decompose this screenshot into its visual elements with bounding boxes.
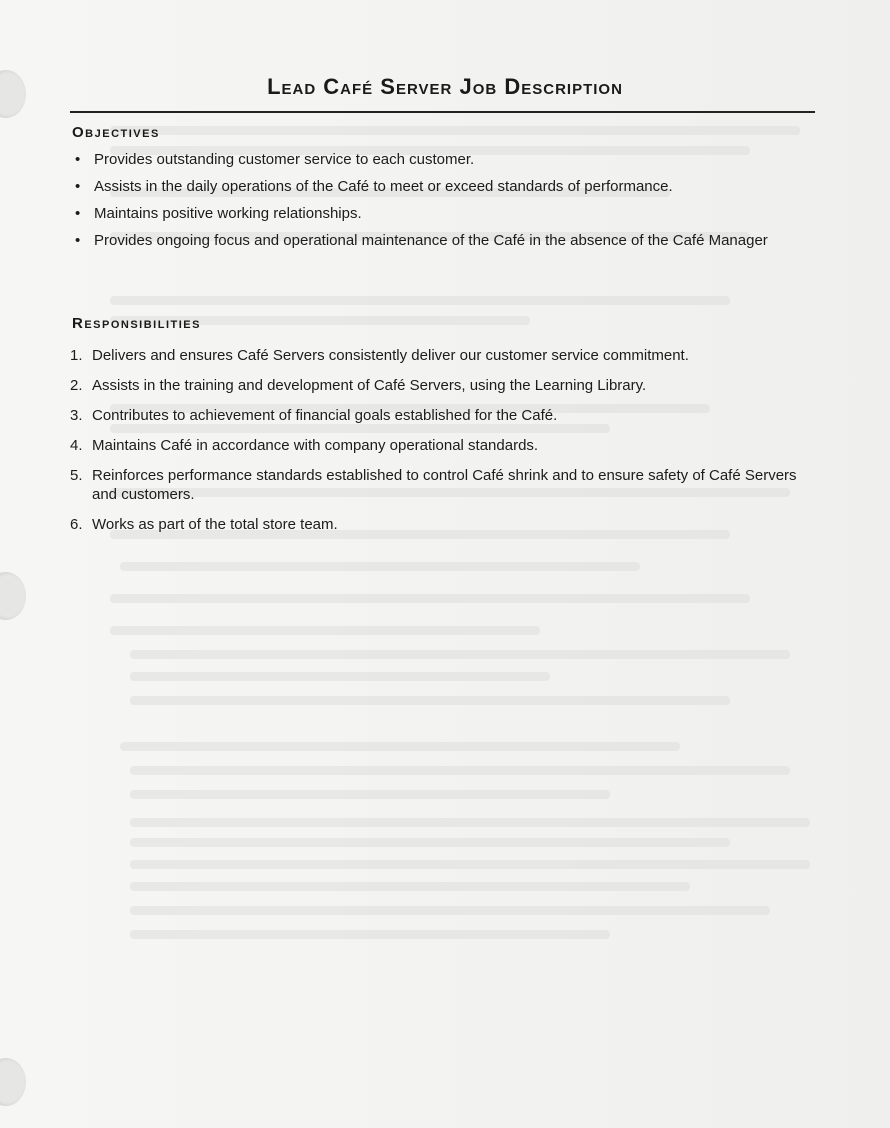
objective-text: Maintains positive working relationships. [94, 205, 362, 222]
objective-text: Provides outstanding customer service to each customer. [94, 151, 475, 168]
list-item [72, 231, 812, 250]
objective-text: Assists in the daily operations of the Café to meet or exceed standards of performance. [94, 178, 673, 195]
list-item [70, 406, 812, 425]
list-item [70, 376, 812, 395]
list-item [70, 436, 812, 455]
item-number: 5. [70, 467, 83, 484]
list-item [72, 150, 812, 169]
objectives-list [72, 150, 812, 258]
item-number: 2. [70, 377, 83, 394]
bullet-icon: • [75, 178, 81, 195]
responsibility-text: Contributes to achievement of financial goals established for the Café. [92, 407, 558, 424]
bullet-icon: • [75, 151, 81, 168]
item-number: 6. [70, 516, 83, 533]
list-item [70, 466, 812, 504]
punch-hole-top [0, 70, 26, 118]
punch-hole-middle [0, 572, 26, 620]
responsibility-text: Maintains Café in accordance with company operational standards. [92, 437, 539, 454]
item-number: 1. [70, 347, 83, 364]
punch-hole-bottom [0, 1058, 26, 1106]
title-divider [70, 111, 815, 113]
list-item [70, 515, 812, 534]
list-item [72, 204, 812, 223]
item-number: 3. [70, 407, 83, 424]
list-item [70, 346, 812, 365]
item-number: 4. [70, 437, 83, 454]
responsibility-text: Works as part of the total store team. [92, 516, 338, 533]
bullet-icon: • [75, 205, 81, 222]
responsibilities-heading: Responsibilities [72, 315, 201, 332]
responsibilities-list [70, 346, 812, 545]
page-title: Lead Café Server Job Description [267, 74, 623, 99]
responsibility-text: Reinforces performance standards established to control Café shrink and to ensure safety of Café Servers and customers. [92, 467, 797, 503]
list-item [72, 177, 812, 196]
responsibility-text: Assists in the training and development of Café Servers, using the Learning Library. [92, 377, 647, 394]
bullet-icon: • [75, 232, 81, 249]
objective-text: Provides ongoing focus and operational maintenance of the Café in the absence of the Café Manager [94, 232, 768, 249]
objectives-heading: Objectives [72, 124, 160, 141]
responsibility-text: Delivers and ensures Café Servers consistently deliver our customer service commitment. [92, 347, 689, 364]
